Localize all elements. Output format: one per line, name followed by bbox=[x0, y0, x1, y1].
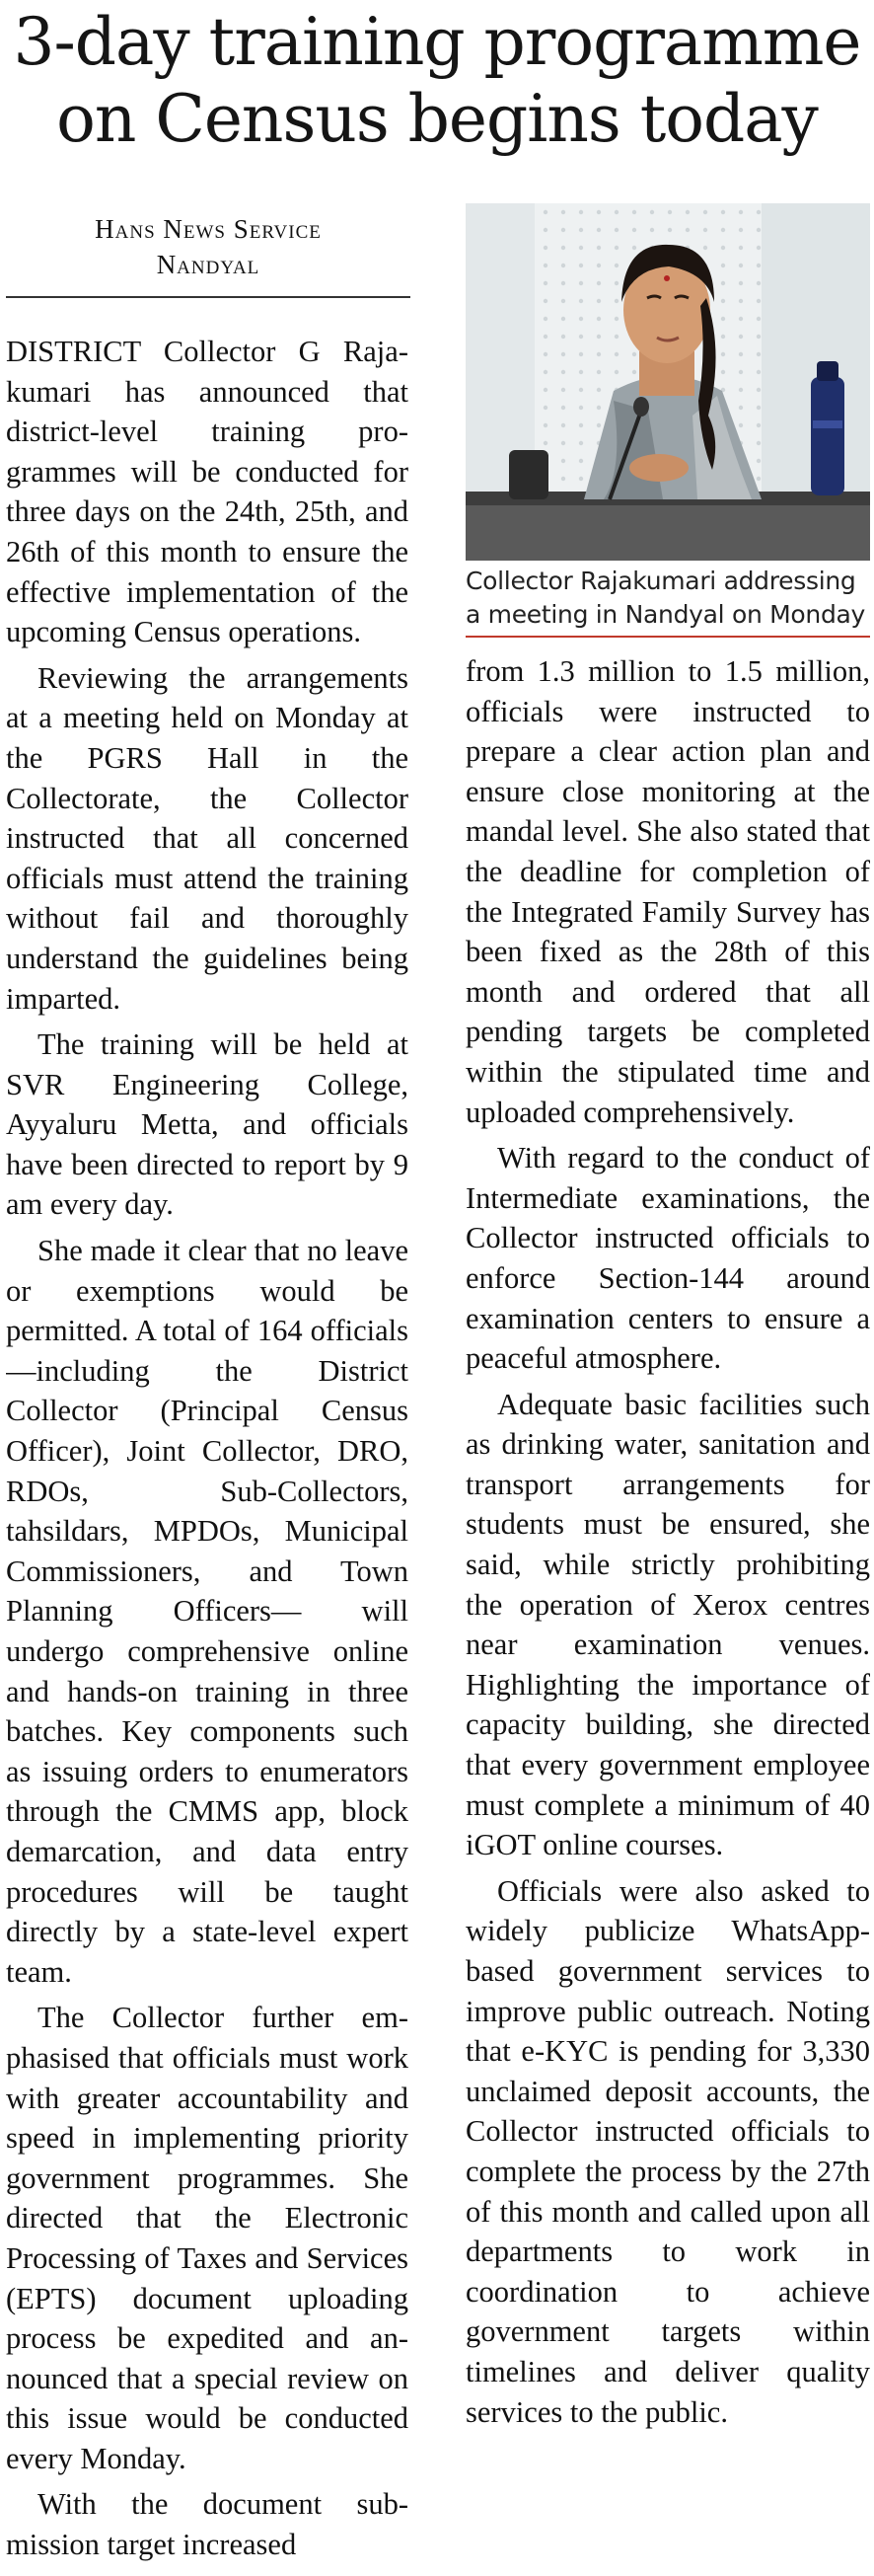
paragraph: Officials were also asked to widely publicize WhatsApp-based government services to improve public outreach. Noting that e-KYC is pending for 3,330 unclaimed deposit accounts, the Collector instructed officials to complete the process by the 27th of this month and called upon all departments to work in coordination to achieve government targets within timelines and deliver quality services to the public. bbox=[466, 1873, 870, 2429]
paragraph: She made it clear that no leave or exemptions would be permitted. A total of 164 officials —including the District Collector (Principal Census Officer), Joint Collector, DRO, RDOs, Sub-Collectors, tahsildars, MPDOs, Municipal Commissioners, and Town Planning Officers— will undergo comprehensive online and hands-on training in three batches. Key components such as issuing orders to enumerators through the CMMS app, block demarcation, and data entry procedures will be taught directly by a state-level expert team. bbox=[6, 1234, 408, 1989]
byline-divider bbox=[6, 296, 410, 298]
caption-divider bbox=[466, 636, 870, 638]
paragraph: With the document submission target increased bbox=[6, 2487, 408, 2562]
paragraph: The training will be held at SVR Engineering College, Ayyaluru Metta, and officials have been directed to report by 9 am every day. bbox=[6, 1027, 408, 1222]
paragraph: Reviewing the arrangements at a meeting held on Monday at the PGRS Hall in the Collectorate, the Collector instructed that all concerned officials must attend the training without fail and thoroughly understand the guidelines being imparted. bbox=[6, 660, 408, 1016]
collector-photo bbox=[466, 203, 870, 561]
article-column-left bbox=[6, 332, 408, 2572]
collector-photo-illustration bbox=[466, 203, 870, 561]
paragraph: DISTRICT Collector G Rajakumari has announced that district-level training programmes will be conducted for three days on the 24th, 25th, and 26th of this month to ensure the effective implementation of the upcoming Census operations. bbox=[6, 335, 408, 649]
headline-line-1: 3-day training programme bbox=[13, 4, 861, 80]
article-column-right bbox=[466, 651, 870, 2571]
paragraph: The Collector further emphasised that officials must work with greater accountability and speed in implementing priority government programmes. She directed that the Electronic Processing of Taxes and Services (EPTS) document uploading process be expedited and announced that a special review on this issue would be conducted every Monday. bbox=[6, 2001, 408, 2475]
paragraph: from 1.3 million to 1.5 million, officials were instructed to prepare a clear action plan and ensure close monitoring at the mandal level. She also stated that the deadline for completion of the Integrated Family Survey has been fixed as the 28th of this month and ordered that all pending targets be completed within the stipulated time and uploaded comprehensively. bbox=[466, 654, 870, 1129]
byline bbox=[6, 211, 410, 282]
paragraph: With regard to the conduct of Intermediate examinations, the Collector instructed officials to enforce Section-144 around examination centers to ensure a peaceful atmosphere. bbox=[466, 1141, 870, 1376]
caption-line-2: a meeting in Nandyal on Monday bbox=[466, 600, 866, 629]
paragraph: Adequate basic facilities such as drinking water, sanitation and transport arrangements for students must be ensured, she said, while strictly prohibiting the operation of Xerox centres near examination venues. Highlighting the importance of capacity building, she directed that every government employee must complete a minimum of 40 iGOT online courses. bbox=[466, 1387, 870, 1862]
byline-agency: Hans News Service bbox=[95, 214, 322, 244]
photo-caption bbox=[466, 565, 874, 632]
headline bbox=[0, 4, 874, 158]
headline-line-2: on Census begins today bbox=[56, 81, 818, 157]
caption-line-1: Collector Rajakumari addressing bbox=[466, 567, 856, 595]
byline-place: Nandyal bbox=[156, 250, 260, 279]
